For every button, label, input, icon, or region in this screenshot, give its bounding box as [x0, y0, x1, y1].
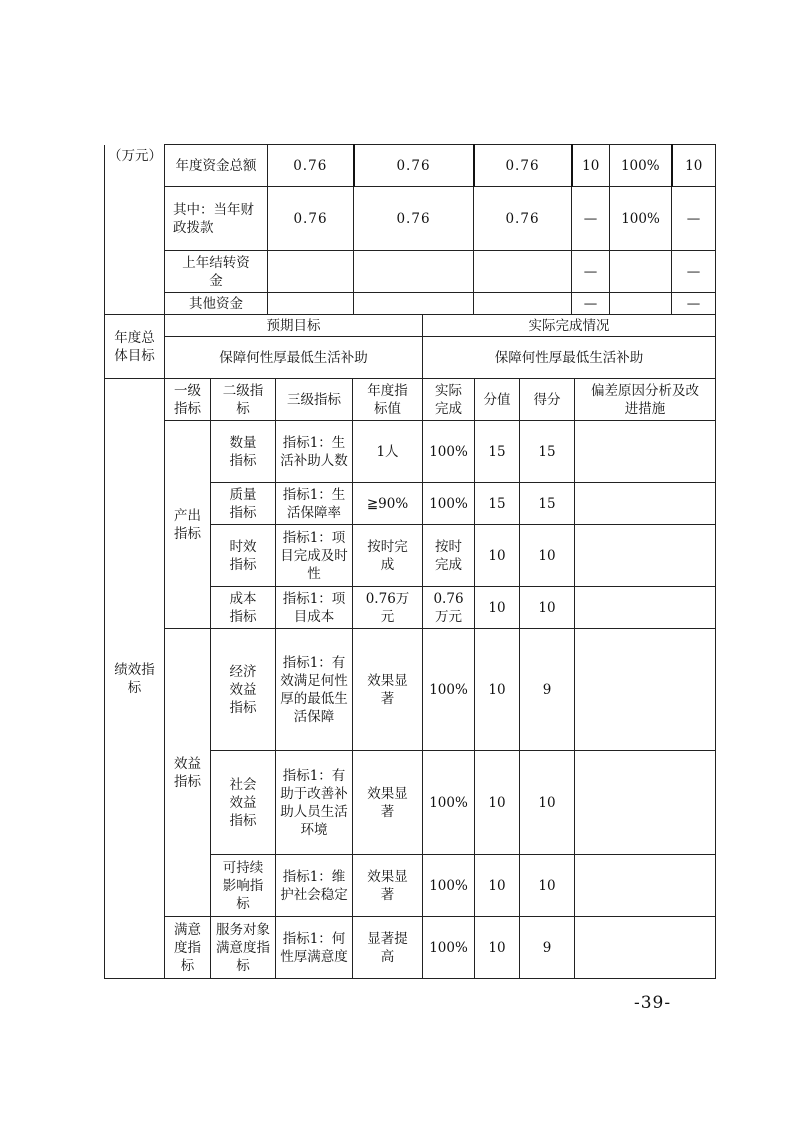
goal-actual-header: 实际完成情况: [423, 315, 716, 337]
perf-header: 实际完成: [423, 379, 475, 421]
perf-level3: 指标1：生活保障率: [276, 483, 353, 525]
perf-note: [575, 751, 716, 855]
funds-budget-cell: [268, 251, 354, 293]
perf-level2: 可持续影响指标: [211, 855, 276, 917]
goal-label: 年度总体目标: [105, 315, 165, 379]
goal-expected-header: 预期目标: [165, 315, 423, 337]
perf-got: 15: [520, 483, 575, 525]
perf-target: 0.76万元: [353, 587, 423, 629]
perf-actual: 0.76万元: [423, 587, 475, 629]
perf-score: 10: [475, 629, 520, 751]
perf-note: [575, 917, 716, 979]
funds-unit-spacer: [105, 187, 165, 251]
perf-level1: 效益指标: [165, 629, 211, 917]
funds-unit-spacer: [105, 293, 165, 315]
perf-label: 绩效指标: [105, 379, 165, 979]
perf-got: 10: [520, 525, 575, 587]
perf-actual: 100%: [423, 751, 475, 855]
perf-score: 15: [475, 483, 520, 525]
perf-target: 效果显著: [353, 751, 423, 855]
funds-rate-cell: [610, 293, 672, 315]
perf-header: 分值: [475, 379, 520, 421]
perf-header: 二级指标: [211, 379, 276, 421]
perf-level1: 满意度指标: [165, 917, 211, 979]
perf-level2: 服务对象满意度指标: [211, 917, 276, 979]
perf-score: 10: [475, 855, 520, 917]
funds-unit-label: （万元）: [105, 145, 165, 187]
perf-level3: 指标1：生活补助人数: [276, 421, 353, 483]
page-number: -39-: [634, 993, 672, 1013]
funds-score-cell: —: [572, 187, 610, 251]
perf-actual: 100%: [423, 855, 475, 917]
funds-actual-cell: 0.76: [474, 145, 572, 187]
funds-executed-cell: 0.76: [354, 187, 474, 251]
funds-rate-cell: [610, 251, 672, 293]
perf-target: 效果显著: [353, 629, 423, 751]
funds-actual-cell: [474, 251, 572, 293]
perf-level3: 指标1：维护社会稳定: [276, 855, 353, 917]
perf-actual: 100%: [423, 421, 475, 483]
perf-level2: 经济效益指标: [211, 629, 276, 751]
perf-level2: 数量指标: [211, 421, 276, 483]
perf-target: 1人: [353, 421, 423, 483]
perf-got: 9: [520, 917, 575, 979]
goal-expected-text: 保障何性厚最低生活补助: [165, 337, 423, 379]
funds-got-cell: —: [672, 187, 716, 251]
perf-header: 一级指标: [165, 379, 211, 421]
perf-level3: 指标1：项目完成及时性: [276, 525, 353, 587]
perf-score: 10: [475, 525, 520, 587]
perf-actual: 按时完成: [423, 525, 475, 587]
funds-score-cell: 10: [572, 145, 610, 187]
funds-actual-cell: [474, 293, 572, 315]
funds-executed-cell: [354, 251, 474, 293]
perf-header: 得分: [520, 379, 575, 421]
perf-note: [575, 587, 716, 629]
perf-level3: 指标1：何性厚满意度: [276, 917, 353, 979]
perf-score: 15: [475, 421, 520, 483]
perf-score: 10: [475, 751, 520, 855]
perf-note: [575, 629, 716, 751]
funds-row-label: 其中：当年财政拨款: [165, 187, 268, 251]
perf-target: 按时完成: [353, 525, 423, 587]
funds-got-cell: —: [672, 251, 716, 293]
perf-actual: 100%: [423, 483, 475, 525]
funds-rate-cell: 100%: [610, 145, 672, 187]
perf-level2: 社会效益指标: [211, 751, 276, 855]
perf-got: 15: [520, 421, 575, 483]
perf-level1: 产出指标: [165, 421, 211, 629]
funds-table: [104, 144, 716, 315]
perf-actual: 100%: [423, 917, 475, 979]
funds-executed-cell: 0.76: [354, 145, 474, 187]
perf-got: 10: [520, 751, 575, 855]
perf-got: 10: [520, 855, 575, 917]
perf-header: 偏差原因分析及改进措施: [575, 379, 716, 421]
funds-got-cell: —: [672, 293, 716, 315]
perf-level3: 指标1：有助于改善补助人员生活环境: [276, 751, 353, 855]
perf-note: [575, 421, 716, 483]
funds-budget-cell: 0.76: [268, 145, 354, 187]
perf-got: 9: [520, 629, 575, 751]
funds-got-cell: 10: [672, 145, 716, 187]
funds-row-label: 年度资金总额: [165, 145, 268, 187]
funds-row-label: 上年结转资金: [165, 251, 268, 293]
perf-note: [575, 855, 716, 917]
perf-level2: 成本指标: [211, 587, 276, 629]
perf-level2: 质量指标: [211, 483, 276, 525]
goal-actual-text: 保障何性厚最低生活补助: [423, 337, 716, 379]
goal-table: [104, 314, 716, 379]
perf-got: 10: [520, 587, 575, 629]
performance-table: [104, 378, 716, 979]
funds-budget-cell: [268, 293, 354, 315]
perf-note: [575, 483, 716, 525]
funds-executed-cell: [354, 293, 474, 315]
funds-score-cell: —: [572, 293, 610, 315]
perf-level3: 指标1：有效满足何性厚的最低生活保障: [276, 629, 353, 751]
funds-unit-spacer: [105, 251, 165, 293]
perf-score: 10: [475, 917, 520, 979]
funds-score-cell: —: [572, 251, 610, 293]
funds-rate-cell: 100%: [610, 187, 672, 251]
funds-row-label: 其他资金: [165, 293, 268, 315]
perf-level2: 时效指标: [211, 525, 276, 587]
perf-header: 年度指标值: [353, 379, 423, 421]
perf-header: 三级指标: [276, 379, 353, 421]
perf-target: 显著提高: [353, 917, 423, 979]
perf-actual: 100%: [423, 629, 475, 751]
perf-target: 效果显著: [353, 855, 423, 917]
perf-note: [575, 525, 716, 587]
perf-target: ≧90%: [353, 483, 423, 525]
perf-level3: 指标1：项目成本: [276, 587, 353, 629]
perf-score: 10: [475, 587, 520, 629]
funds-budget-cell: 0.76: [268, 187, 354, 251]
funds-actual-cell: 0.76: [474, 187, 572, 251]
